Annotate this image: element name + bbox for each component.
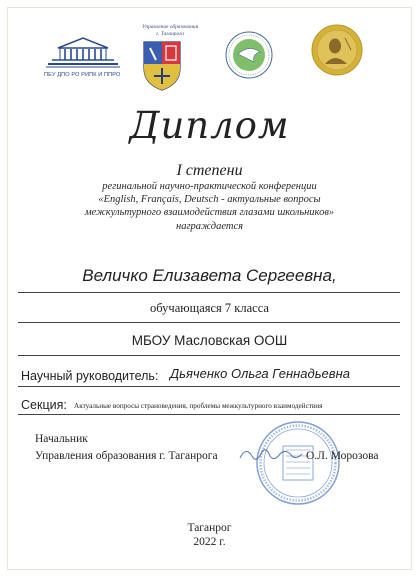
head-title-line1: Начальник bbox=[35, 433, 88, 445]
page-border bbox=[7, 7, 412, 570]
school-emblem-logo bbox=[224, 30, 274, 80]
advisor-label: Научный руководитель: bbox=[21, 369, 159, 383]
divider bbox=[18, 322, 400, 323]
coat-of-arms-icon bbox=[138, 38, 198, 92]
ippro-caption: ПЕУ ДПО РО РИПК И ППРО bbox=[44, 72, 121, 78]
portrait-medal-icon bbox=[311, 24, 363, 76]
ippro-logo bbox=[44, 34, 122, 80]
section-label: Секция: bbox=[21, 398, 67, 412]
city: Таганрог bbox=[187, 522, 232, 534]
dove-emblem-icon bbox=[224, 30, 274, 80]
uo-caption-line1: Управление образования bbox=[141, 24, 199, 30]
divider bbox=[18, 292, 400, 293]
conference-line: «English, Français, Deutsch - актуальные вопросы bbox=[98, 194, 321, 206]
student-info: обучающаяся 7 класса bbox=[150, 301, 269, 315]
gold-medal-logo bbox=[311, 24, 363, 76]
diploma-degree: I степени bbox=[176, 162, 243, 179]
conference-text bbox=[40, 180, 379, 233]
divider bbox=[18, 355, 400, 356]
school-name: МБОУ Масловская ООШ bbox=[131, 333, 288, 348]
awarded-text: награждается bbox=[175, 220, 244, 232]
education-department-logo bbox=[130, 22, 199, 92]
building-icon bbox=[44, 34, 122, 72]
uo-caption-line2: г. Таганрога bbox=[156, 31, 184, 37]
winner-name: Величко Елизавета Сергеевна, bbox=[82, 266, 337, 285]
diploma-title: Диплом bbox=[129, 104, 290, 147]
conference-line: межкультурного взаимодействия глазами школьников» bbox=[84, 207, 335, 219]
conference-line: регинальной научно-практической конференции bbox=[102, 181, 317, 192]
year: 2022 г. bbox=[193, 536, 226, 548]
section-text: Актуальные вопросы страноведения, проблемы межкультурного взаимодействия bbox=[74, 402, 323, 410]
signature-icon bbox=[236, 444, 306, 466]
head-title-line2: Управления образования г. Таганрога bbox=[35, 450, 218, 462]
signer-name: О.Л. Морозова bbox=[306, 450, 379, 462]
divider bbox=[18, 414, 400, 415]
advisor-name: Дьяченко Ольга Геннадьевна bbox=[170, 366, 350, 381]
divider bbox=[18, 386, 400, 387]
